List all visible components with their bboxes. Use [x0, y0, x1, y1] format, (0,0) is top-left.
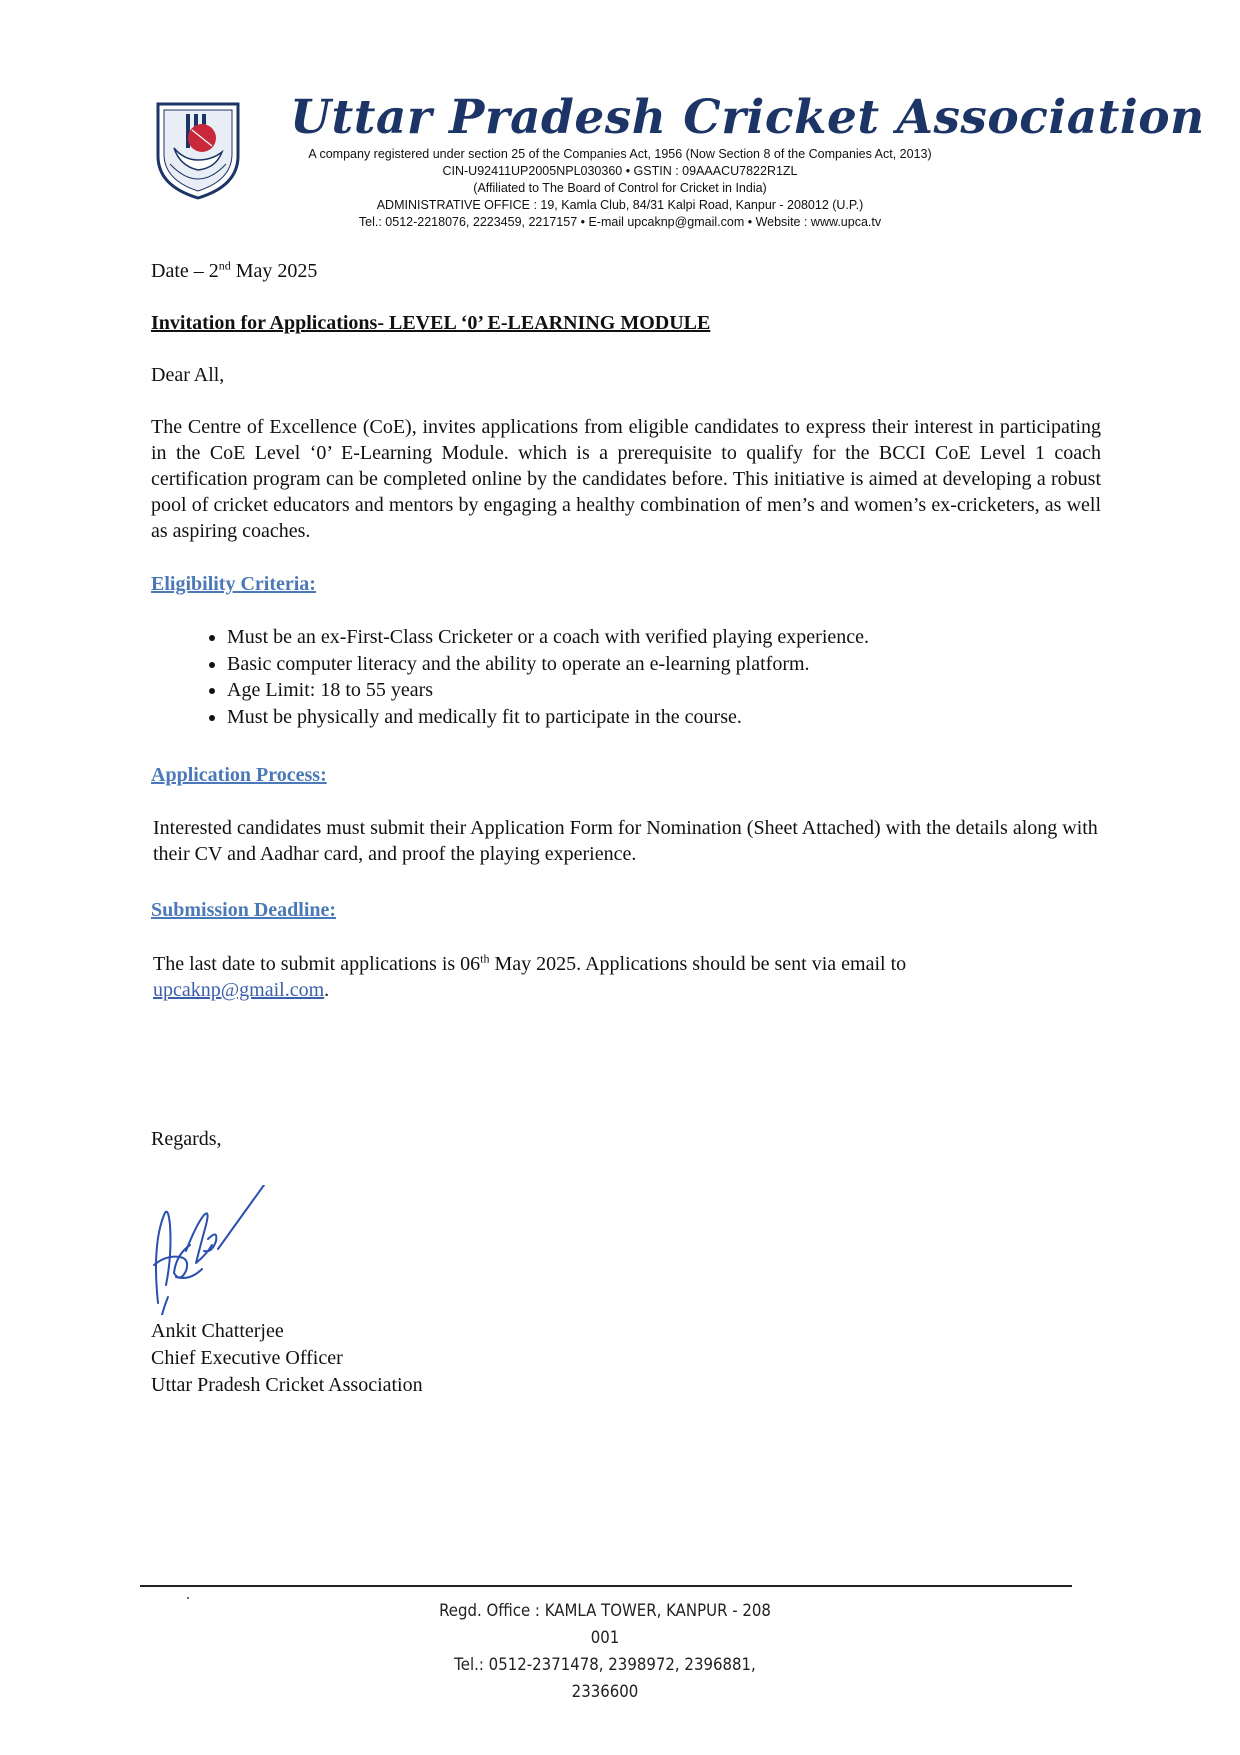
- email-link[interactable]: upcaknp@gmail.com: [153, 979, 325, 1001]
- eligibility-heading: Eligibility Criteria:: [151, 573, 316, 595]
- regards: Regards,: [151, 1128, 222, 1150]
- registered-office: Regd. Office : KAMLA TOWER, KANPUR - 208 001: [439, 1601, 771, 1648]
- footer-dot: [187, 1597, 189, 1599]
- upca-crest-icon: [150, 94, 246, 202]
- company-registration-line: A company registered under section 25 of the Companies Act, 1956 (Now Section 8 of the Companies Act, 2013): [308, 147, 932, 161]
- footer-telephone: Tel.: 0512-2371478, 2398972, 2396881, 2336600: [454, 1655, 756, 1702]
- signature-icon: [146, 1185, 266, 1315]
- process-heading: Application Process:: [151, 764, 327, 786]
- letterhead-details: [290, 146, 950, 231]
- signer-organization: Uttar Pradesh Cricket Association: [151, 1374, 423, 1396]
- intro-paragraph: The Centre of Excellence (CoE), invites applications from eligible candidates to express their interest in participating in the CoE Level ‘0’ E-Learning Module. which is a prerequisite to qualify for the BCCI CoE Level 1 coach certification program can be completed online by the candidates before. This initiative is aimed at developing a robust pool of cricket educators and mentors by engaging a healthy combination of men’s and women’s ex-cricketers, as well as aspiring coaches.: [151, 416, 1101, 542]
- list-item: • Basic computer literacy and the ability to operate an e-learning platform.: [227, 651, 1101, 678]
- letter-date: Date – 2nd May 2025: [151, 258, 318, 282]
- deadline-paragraph: The last date to submit applications is 06th May 2025. Applications should be sent via email to upcaknp@gmail.com.: [153, 951, 907, 1001]
- contact-line: Tel.: 0512-2218076, 2223459, 2217157 • E-mail upcaknp@gmail.com • Website : www.upca.tv: [358, 215, 882, 229]
- list-item: • Must be an ex-First-Class Cricketer or a coach with verified playing experience.: [227, 624, 1101, 651]
- org-name: Uttar Pradesh Cricket Association: [290, 90, 1205, 145]
- letter-subject: Invitation for Applications- LEVEL ‘0’ E-LEARNING MODULE: [151, 312, 711, 334]
- signer-block: [151, 1318, 423, 1399]
- deadline-heading: Submission Deadline:: [151, 899, 337, 921]
- footer-divider: [140, 1585, 1072, 1587]
- signer-name: Ankit Chatterjee: [151, 1320, 284, 1342]
- cin-gstin-line: CIN-U92411UP2005NPL030360 • GSTIN : 09AAACU7822R1ZL: [442, 164, 798, 178]
- signer-title: Chief Executive Officer: [151, 1347, 343, 1369]
- list-item: • Age Limit: 18 to 55 years: [227, 677, 1101, 704]
- affiliation-line: (Affiliated to The Board of Control for Cricket in India): [473, 181, 767, 195]
- list-item: • Must be physically and medically fit to participate in the course.: [227, 704, 1101, 731]
- eligibility-list: [151, 624, 1101, 730]
- letterhead: [150, 88, 1205, 238]
- footer: [425, 1598, 786, 1706]
- admin-office-line: ADMINISTRATIVE OFFICE : 19, Kamla Club, 84/31 Kalpi Road, Kanpur - 208012 (U.P.): [376, 198, 864, 212]
- process-paragraph: Interested candidates must submit their Application Form for Nomination (Sheet Attached) with the details along with their CV and Aadhar card, and proof the playing experience.: [153, 817, 1098, 865]
- letter-body: [151, 258, 1101, 1003]
- greeting: Dear All,: [151, 364, 225, 386]
